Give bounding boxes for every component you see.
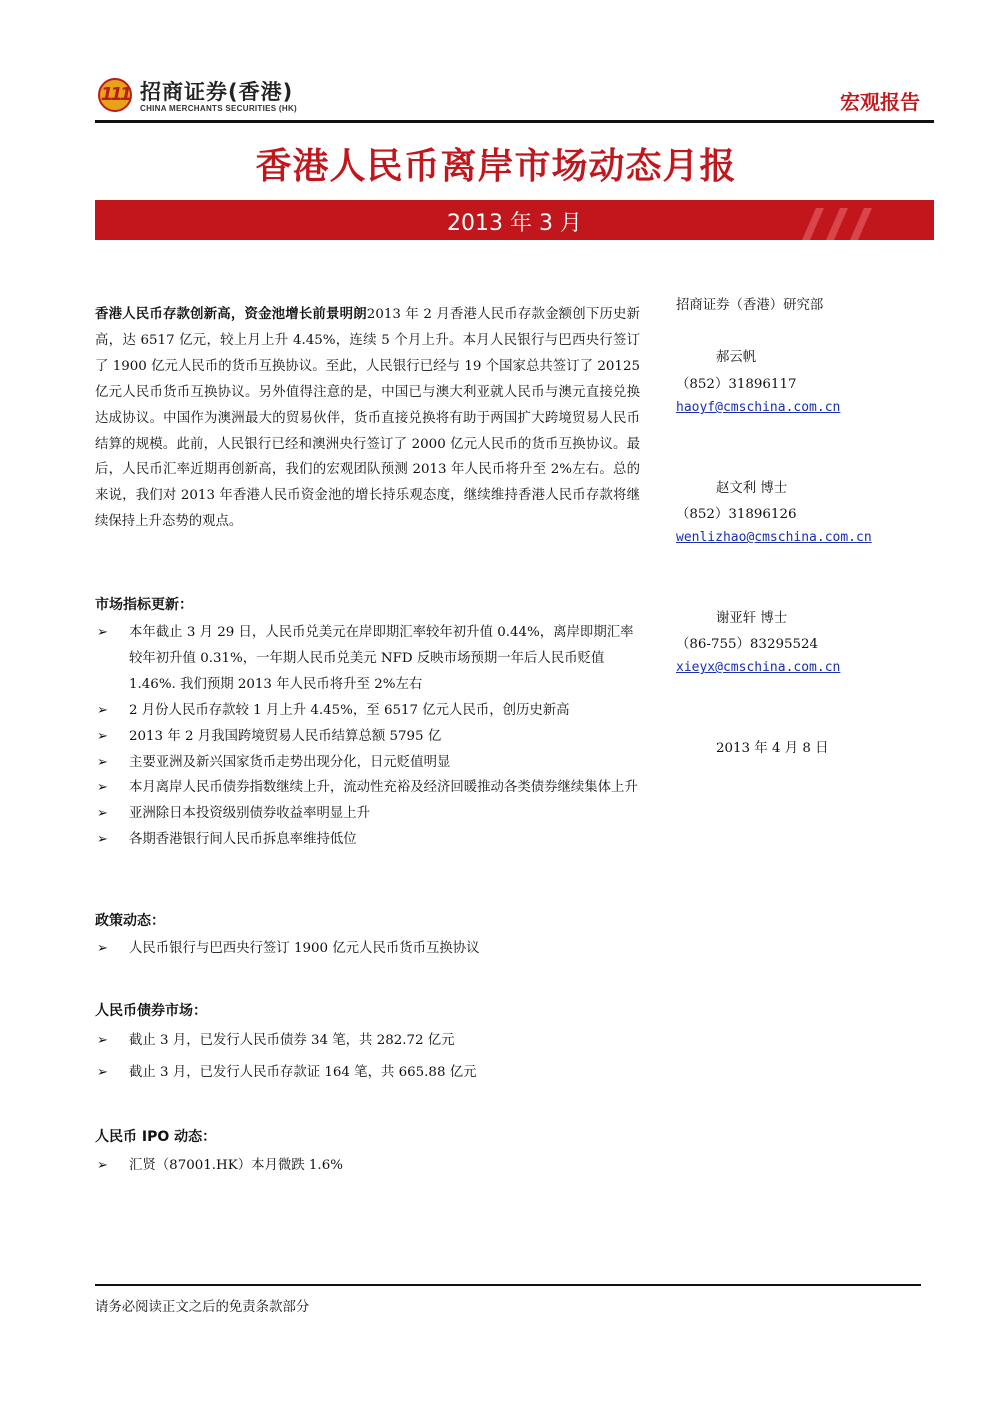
arrow-bullet-icon: ➢ [97, 1033, 108, 1048]
list-item: ➢ 2 月份人民币存款较 1 月上升 4.45%，至 6517 亿元人民币，创历史新高 [95, 698, 640, 724]
list-item: ➢ 本月离岸人民币债券指数继续上升，流动性充裕及经济回暖推动各类债券继续集体上升 [95, 775, 640, 801]
date-banner [95, 200, 934, 240]
page-title: 香港人民币离岸市场动态月报 [255, 146, 737, 187]
list-item: ➢ 各期香港银行间人民币拆息率维持低位 [95, 827, 640, 853]
arrow-bullet-icon: ➢ [97, 625, 108, 640]
analyst-phone: （86-755）83295524 [676, 637, 819, 652]
section-heading-policy: 政策动态： [95, 913, 165, 929]
arrow-bullet-icon: ➢ [97, 780, 108, 796]
arrow-bullet-icon: ➢ [97, 702, 108, 718]
analyst-email-link[interactable]: wenlizhao@cmschina.com.cn [676, 530, 872, 545]
analyst-name: 郝云帆 [716, 350, 757, 365]
arrow-bullet-icon: ➢ [97, 728, 108, 744]
company-name-en: CHINA MERCHANTS SECURITIES (HK) [140, 104, 298, 113]
analyst-email-link[interactable]: haoyf@cmschina.com.cn [676, 400, 841, 415]
disclaimer-note: 请务必阅读正文之后的免责条款部分 [95, 1300, 310, 1315]
analyst-name: 赵文利 博士 [716, 481, 788, 496]
list-item: ➢ 2013 年 2 月我国跨境贸易人民币结算总额 5795 亿 [95, 724, 640, 750]
header-divider [95, 120, 934, 123]
list-item: ➢ 汇贤（87001.HK）本月微跌 1.6% [95, 1153, 640, 1179]
report-date: 2013 年 4 月 8 日 [716, 741, 829, 756]
analyst-phone: （852）31896126 [676, 507, 797, 522]
list-item: ➢ 亚洲除日本投资级别债券收益率明显上升 [95, 801, 640, 827]
logo-watermark-icon [794, 200, 884, 240]
research-dept: 招商证券（香港）研究部 [676, 298, 824, 313]
company-logo-icon: 111 [98, 78, 132, 112]
summary-text: 2013 年 2 月香港人民币存款金额创下历史新高，达 6517 亿元，较上月上升 4.45%，连续 5 个月上升。本月人民银行与巴西央行签订了 1900 亿元人民币的货币互换协议。至此，人民银行已经与 19 个国家总共签订了 20125 亿元人民币货币互换协议。另外值得注意的是，中国已与澳大利亚就人民币与澳元直接兑换达成协议。中国作为澳洲最大的贸易伙伴，货币直接兑换将有助于两国扩大跨境贸易人民币结算的规模。此前，人民银行已经和澳洲央行签订了 2000 亿元人民币的货币互换协议。最后，人民币汇率近期再创新高，我们的宏观团队预测 2013 年人民币将升至 2%左右。总的来说，我们对 2013 年香港人民币资金池的增长持乐观态度，继续维持香港人民币存款将继续保持上升态势的观点。 [95, 307, 640, 530]
bond-market-list [95, 1028, 640, 1086]
analyst-email-link[interactable]: xieyx@cmschina.com.cn [676, 660, 841, 675]
ipo-list [95, 1153, 640, 1179]
arrow-bullet-icon: ➢ [97, 832, 108, 848]
list-item: ➢ 截止 3 月，已发行人民币存款证 164 笔，共 665.88 亿元 [95, 1060, 640, 1086]
arrow-bullet-icon: ➢ [97, 1064, 108, 1080]
arrow-bullet-icon: ➢ [97, 1158, 108, 1173]
report-period: 2013 年 3 月 [447, 211, 582, 236]
analyst-phone: （852）31896117 [676, 377, 797, 392]
list-item: ➢ 本年截止 3 月 29 日，人民币兑美元在岸即期汇率较年初升值 0.44%，离岸即期汇率较年初升值 0.31%，一年期人民币兑美元 NFD 反映市场预期一年后人民币贬值 1.46%. 我们预期 2013 年人民币将升至 2%左右 [95, 620, 640, 698]
analyst-name: 谢亚轩 博士 [716, 611, 788, 626]
list-item: ➢ 主要亚洲及新兴国家货币走势出现分化，日元贬值明显 [95, 750, 640, 776]
company-name: 招商证券(香港) [140, 80, 294, 104]
report-type-label: 宏观报告 [840, 90, 920, 114]
policy-list [95, 936, 640, 962]
arrow-bullet-icon: ➢ [97, 941, 108, 956]
summary-paragraph [95, 302, 640, 535]
section-heading-ipo: 人民币 IPO 动态： [95, 1129, 217, 1145]
list-item: ➢ 人民币银行与巴西央行签订 1900 亿元人民币货币互换协议 [95, 936, 640, 962]
section-heading-market: 市场指标更新： [95, 597, 193, 613]
arrow-bullet-icon: ➢ [97, 806, 108, 822]
summary-lead: 香港人民币存款创新高，资金池增长前景明朗 [95, 307, 367, 322]
market-indicator-list [95, 620, 640, 853]
arrow-bullet-icon: ➢ [97, 754, 108, 770]
section-heading-bond: 人民币债券市场： [95, 1003, 207, 1019]
footer-divider [95, 1284, 921, 1286]
list-item: ➢ 截止 3 月，已发行人民币债券 34 笔，共 282.72 亿元 [95, 1028, 640, 1054]
